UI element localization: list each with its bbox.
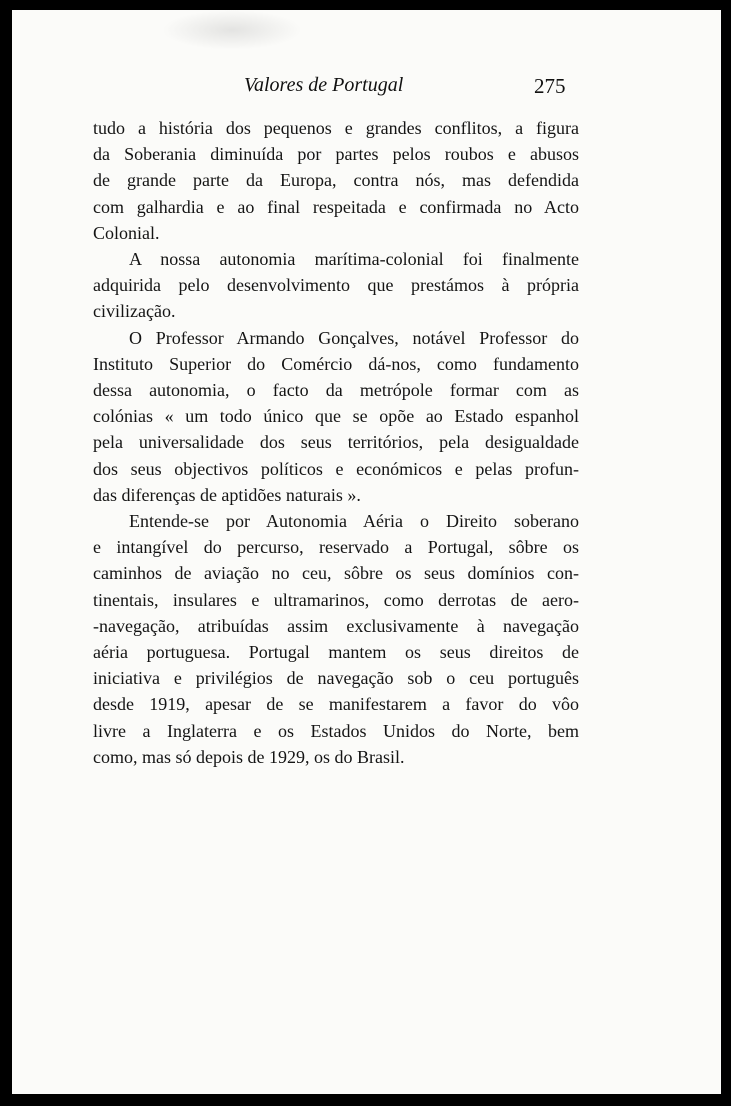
paragraph-4 xyxy=(93,508,579,770)
text-line: caminhos de aviação no ceu, sôbre os seus domínios con- xyxy=(93,563,579,584)
text-line: adquirida pelo desenvolvimento que prestámos à própria xyxy=(93,275,579,296)
text-line: Colonial. xyxy=(93,222,160,243)
paragraph-2 xyxy=(93,246,579,325)
text-line: Entende-se por Autonomia Aéria o Direito soberano xyxy=(129,511,579,532)
text-line: das diferenças de aptidões naturais ». xyxy=(93,484,361,505)
text-line: com galhardia e ao final respeitada e confirmada no Acto xyxy=(93,196,579,217)
text-line: dessa autonomia, o facto da metrópole formar com as xyxy=(93,380,579,401)
text-line: tudo a história dos pequenos e grandes conflitos, a figura xyxy=(93,118,579,138)
text-line: dos seus objectivos políticos e económicos e pelas profun- xyxy=(93,458,579,479)
paragraph-1 xyxy=(93,115,579,246)
text-line: tinentais, insulares e ultramarinos, como derrotas de aero- xyxy=(93,589,579,610)
text-line: pela universalidade dos seus territórios, pela desigualdade xyxy=(93,432,579,453)
body-text xyxy=(93,115,579,770)
text-line: A nossa autonomia marítima-colonial foi finalmente xyxy=(129,249,579,270)
scan-smudge xyxy=(162,10,302,50)
text-line: colónias « um todo único que se opõe ao Estado espanhol xyxy=(93,406,579,427)
text-line: iniciativa e privilégios de navegação sob o ceu português xyxy=(93,668,579,689)
text-line: livre a Inglaterra e os Estados Unidos do Norte, bem xyxy=(93,720,579,741)
text-line: Instituto Superior do Comércio dá-nos, como fundamento xyxy=(93,353,579,374)
text-line: como, mas só depois de 1929, os do Brasil. xyxy=(93,746,405,767)
text-line: da Soberania diminuída por partes pelos roubos e abusos xyxy=(93,144,579,165)
running-header xyxy=(12,72,721,104)
text-line: e intangível do percurso, reservado a Portugal, sôbre os xyxy=(93,537,579,558)
text-line: O Professor Armando Gonçalves, notável Professor do xyxy=(129,327,579,348)
page-number: 275 xyxy=(534,74,566,98)
text-line: de grande parte da Europa, contra nós, mas defendida xyxy=(93,170,579,191)
paragraph-3 xyxy=(93,325,579,508)
text-line: desde 1919, apesar de se manifestarem a favor do vôo xyxy=(93,694,579,715)
text-line: -navegação, atribuídas assim exclusivamente à navegação xyxy=(93,615,579,636)
text-line: aéria portuguesa. Portugal mantem os seus direitos de xyxy=(93,642,579,663)
running-header-title: Valores de Portugal xyxy=(244,74,404,96)
book-page xyxy=(12,10,721,1094)
text-line: civilização. xyxy=(93,301,176,322)
